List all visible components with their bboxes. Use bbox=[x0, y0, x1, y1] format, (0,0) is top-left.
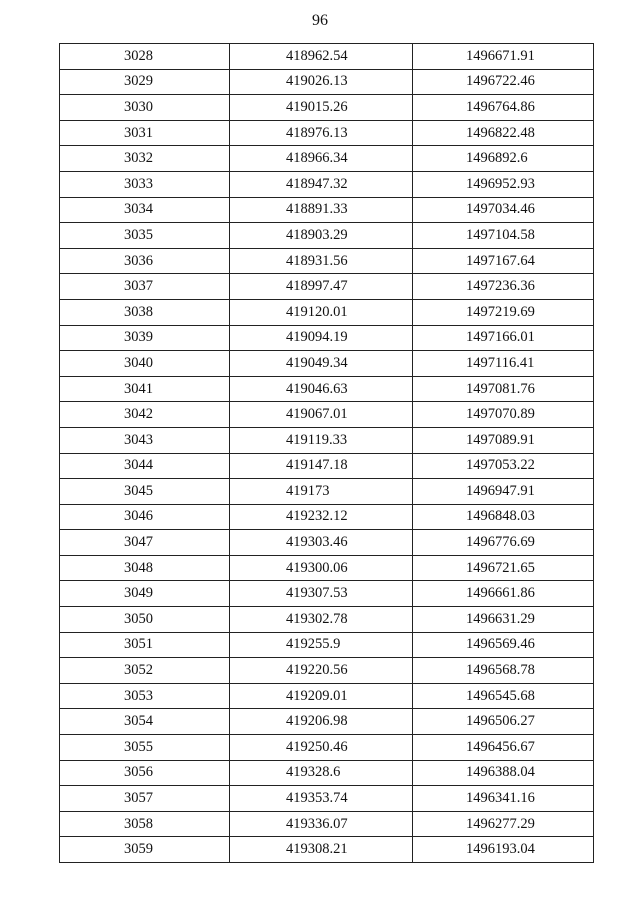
y-coordinate-cell: 1496545.68 bbox=[413, 683, 594, 709]
point-id-cell: 3052 bbox=[60, 658, 230, 684]
x-coordinate-cell: 419307.53 bbox=[230, 581, 413, 607]
y-coordinate-cell: 1496822.48 bbox=[413, 120, 594, 146]
y-coordinate-cell: 1496456.67 bbox=[413, 735, 594, 761]
x-coordinate-cell: 419173 bbox=[230, 479, 413, 505]
point-id-cell: 3034 bbox=[60, 197, 230, 223]
point-id-cell: 3043 bbox=[60, 427, 230, 453]
x-coordinate-cell: 418947.32 bbox=[230, 171, 413, 197]
y-coordinate-cell: 1496947.91 bbox=[413, 479, 594, 505]
x-coordinate-cell: 419308.21 bbox=[230, 837, 413, 863]
table-row bbox=[60, 248, 594, 274]
y-coordinate-cell: 1496848.03 bbox=[413, 504, 594, 530]
table-row bbox=[60, 69, 594, 95]
table-row bbox=[60, 530, 594, 556]
table-row bbox=[60, 223, 594, 249]
y-coordinate-cell: 1497070.89 bbox=[413, 402, 594, 428]
x-coordinate-cell: 419300.06 bbox=[230, 555, 413, 581]
point-id-cell: 3046 bbox=[60, 504, 230, 530]
x-coordinate-cell: 419303.46 bbox=[230, 530, 413, 556]
point-id-cell: 3036 bbox=[60, 248, 230, 274]
table-row bbox=[60, 146, 594, 172]
table-row bbox=[60, 683, 594, 709]
table-row bbox=[60, 709, 594, 735]
point-id-cell: 3031 bbox=[60, 120, 230, 146]
y-coordinate-cell: 1496661.86 bbox=[413, 581, 594, 607]
table-row bbox=[60, 351, 594, 377]
y-coordinate-cell: 1496388.04 bbox=[413, 760, 594, 786]
table-row bbox=[60, 274, 594, 300]
y-coordinate-cell: 1496764.86 bbox=[413, 95, 594, 121]
page-number: 96 bbox=[312, 12, 328, 29]
table-row bbox=[60, 44, 594, 70]
table-row bbox=[60, 735, 594, 761]
table-row bbox=[60, 837, 594, 863]
table-row bbox=[60, 197, 594, 223]
table-row bbox=[60, 479, 594, 505]
point-id-cell: 3033 bbox=[60, 171, 230, 197]
table-row bbox=[60, 95, 594, 121]
point-id-cell: 3029 bbox=[60, 69, 230, 95]
point-id-cell: 3040 bbox=[60, 351, 230, 377]
y-coordinate-cell: 1496341.16 bbox=[413, 786, 594, 812]
point-id-cell: 3035 bbox=[60, 223, 230, 249]
x-coordinate-cell: 419353.74 bbox=[230, 786, 413, 812]
point-id-cell: 3047 bbox=[60, 530, 230, 556]
x-coordinate-cell: 418997.47 bbox=[230, 274, 413, 300]
y-coordinate-cell: 1497166.01 bbox=[413, 325, 594, 351]
x-coordinate-cell: 419147.18 bbox=[230, 453, 413, 479]
x-coordinate-cell: 419120.01 bbox=[230, 299, 413, 325]
y-coordinate-cell: 1497236.36 bbox=[413, 274, 594, 300]
y-coordinate-cell: 1497034.46 bbox=[413, 197, 594, 223]
table-row bbox=[60, 658, 594, 684]
x-coordinate-cell: 419049.34 bbox=[230, 351, 413, 377]
table-row bbox=[60, 607, 594, 633]
point-id-cell: 3038 bbox=[60, 299, 230, 325]
x-coordinate-cell: 419220.56 bbox=[230, 658, 413, 684]
y-coordinate-cell: 1496568.78 bbox=[413, 658, 594, 684]
point-id-cell: 3051 bbox=[60, 632, 230, 658]
x-coordinate-cell: 419255.9 bbox=[230, 632, 413, 658]
point-id-cell: 3044 bbox=[60, 453, 230, 479]
table-row bbox=[60, 811, 594, 837]
x-coordinate-cell: 418976.13 bbox=[230, 120, 413, 146]
table-row bbox=[60, 427, 594, 453]
x-coordinate-cell: 419067.01 bbox=[230, 402, 413, 428]
x-coordinate-cell: 419026.13 bbox=[230, 69, 413, 95]
y-coordinate-cell: 1497219.69 bbox=[413, 299, 594, 325]
y-coordinate-cell: 1497104.58 bbox=[413, 223, 594, 249]
x-coordinate-cell: 419046.63 bbox=[230, 376, 413, 402]
y-coordinate-cell: 1496721.65 bbox=[413, 555, 594, 581]
table-body bbox=[60, 44, 594, 863]
x-coordinate-cell: 419209.01 bbox=[230, 683, 413, 709]
y-coordinate-cell: 1496506.27 bbox=[413, 709, 594, 735]
table-row bbox=[60, 760, 594, 786]
point-id-cell: 3056 bbox=[60, 760, 230, 786]
y-coordinate-cell: 1496952.93 bbox=[413, 171, 594, 197]
point-id-cell: 3042 bbox=[60, 402, 230, 428]
y-coordinate-cell: 1497167.64 bbox=[413, 248, 594, 274]
point-id-cell: 3057 bbox=[60, 786, 230, 812]
table-row bbox=[60, 171, 594, 197]
y-coordinate-cell: 1496892.6 bbox=[413, 146, 594, 172]
y-coordinate-cell: 1497053.22 bbox=[413, 453, 594, 479]
point-id-cell: 3037 bbox=[60, 274, 230, 300]
table-row bbox=[60, 402, 594, 428]
point-id-cell: 3028 bbox=[60, 44, 230, 70]
table-row bbox=[60, 555, 594, 581]
table-row bbox=[60, 504, 594, 530]
x-coordinate-cell: 419015.26 bbox=[230, 95, 413, 121]
y-coordinate-cell: 1496722.46 bbox=[413, 69, 594, 95]
table-row bbox=[60, 120, 594, 146]
x-coordinate-cell: 418891.33 bbox=[230, 197, 413, 223]
y-coordinate-cell: 1497089.91 bbox=[413, 427, 594, 453]
point-id-cell: 3041 bbox=[60, 376, 230, 402]
y-coordinate-cell: 1496277.29 bbox=[413, 811, 594, 837]
table-row bbox=[60, 299, 594, 325]
point-id-cell: 3045 bbox=[60, 479, 230, 505]
point-id-cell: 3049 bbox=[60, 581, 230, 607]
table-row bbox=[60, 453, 594, 479]
point-id-cell: 3054 bbox=[60, 709, 230, 735]
x-coordinate-cell: 419119.33 bbox=[230, 427, 413, 453]
x-coordinate-cell: 418966.34 bbox=[230, 146, 413, 172]
point-id-cell: 3058 bbox=[60, 811, 230, 837]
x-coordinate-cell: 419336.07 bbox=[230, 811, 413, 837]
y-coordinate-cell: 1496776.69 bbox=[413, 530, 594, 556]
y-coordinate-cell: 1496569.46 bbox=[413, 632, 594, 658]
point-id-cell: 3032 bbox=[60, 146, 230, 172]
point-id-cell: 3053 bbox=[60, 683, 230, 709]
x-coordinate-cell: 419328.6 bbox=[230, 760, 413, 786]
point-id-cell: 3059 bbox=[60, 837, 230, 863]
x-coordinate-cell: 419094.19 bbox=[230, 325, 413, 351]
table-row bbox=[60, 581, 594, 607]
table-row bbox=[60, 325, 594, 351]
x-coordinate-cell: 418962.54 bbox=[230, 44, 413, 70]
point-id-cell: 3055 bbox=[60, 735, 230, 761]
table-row bbox=[60, 632, 594, 658]
point-id-cell: 3048 bbox=[60, 555, 230, 581]
y-coordinate-cell: 1497081.76 bbox=[413, 376, 594, 402]
x-coordinate-cell: 419250.46 bbox=[230, 735, 413, 761]
x-coordinate-cell: 419206.98 bbox=[230, 709, 413, 735]
table-row bbox=[60, 786, 594, 812]
x-coordinate-cell: 418903.29 bbox=[230, 223, 413, 249]
y-coordinate-cell: 1496671.91 bbox=[413, 44, 594, 70]
y-coordinate-cell: 1496631.29 bbox=[413, 607, 594, 633]
x-coordinate-cell: 419302.78 bbox=[230, 607, 413, 633]
y-coordinate-cell: 1497116.41 bbox=[413, 351, 594, 377]
x-coordinate-cell: 419232.12 bbox=[230, 504, 413, 530]
point-id-cell: 3030 bbox=[60, 95, 230, 121]
coordinate-table bbox=[59, 43, 594, 863]
y-coordinate-cell: 1496193.04 bbox=[413, 837, 594, 863]
table-row bbox=[60, 376, 594, 402]
point-id-cell: 3039 bbox=[60, 325, 230, 351]
x-coordinate-cell: 418931.56 bbox=[230, 248, 413, 274]
point-id-cell: 3050 bbox=[60, 607, 230, 633]
